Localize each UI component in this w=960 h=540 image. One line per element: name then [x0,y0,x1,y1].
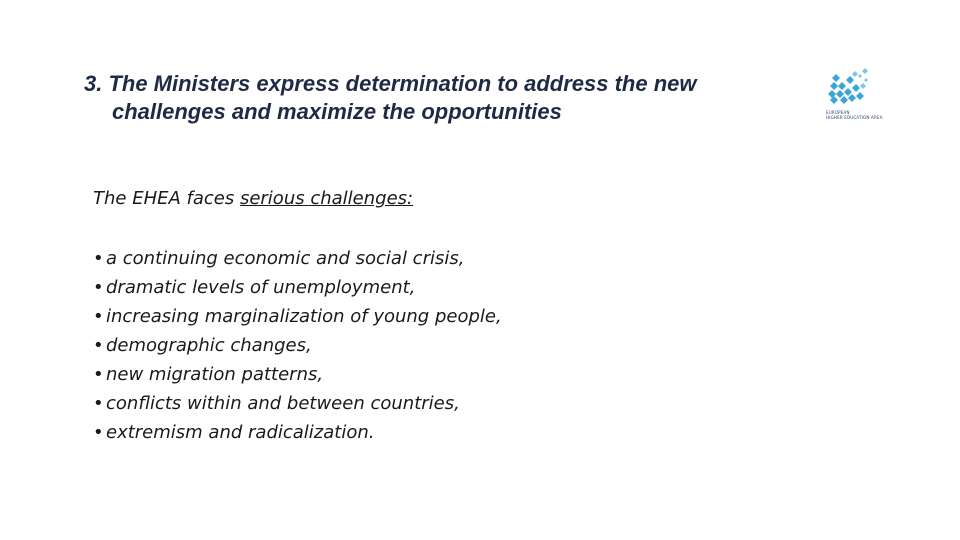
bullet-icon: • [93,364,104,385]
intro-underlined: serious challenges: [239,188,414,209]
bullet-icon: • [93,277,104,298]
list-item: • extremism and radicalization. [93,418,502,447]
list-item: • a continuing economic and social crisis, [93,244,502,273]
list-item: • increasing marginalization of young people, [93,302,502,331]
slide-title [84,70,784,126]
bullet-icon: • [93,335,104,356]
title-line-2: challenges and maximize the opportunities [112,99,562,124]
list-item: • new migration patterns, [93,360,502,389]
title-line-1: 3. The Ministers express determination to address the new [84,71,697,96]
bullet-icon: • [93,422,104,443]
logo-caption [826,110,883,120]
bullet-icon: • [93,306,104,327]
list-item: • conflicts within and between countries, [93,389,502,418]
list-item: • dramatic levels of unemployment, [93,273,502,302]
intro-prefix: The EHEA faces [93,188,240,209]
logo-caption-line-1: EUROPEAN [826,110,850,115]
intro-text [93,186,413,212]
list-item: • demographic changes, [93,331,502,360]
logo-caption-line-2: HIGHER EDUCATION AREA [826,115,883,120]
bullet-icon: • [93,248,104,269]
bullet-icon: • [93,393,104,414]
challenges-list [93,244,502,447]
